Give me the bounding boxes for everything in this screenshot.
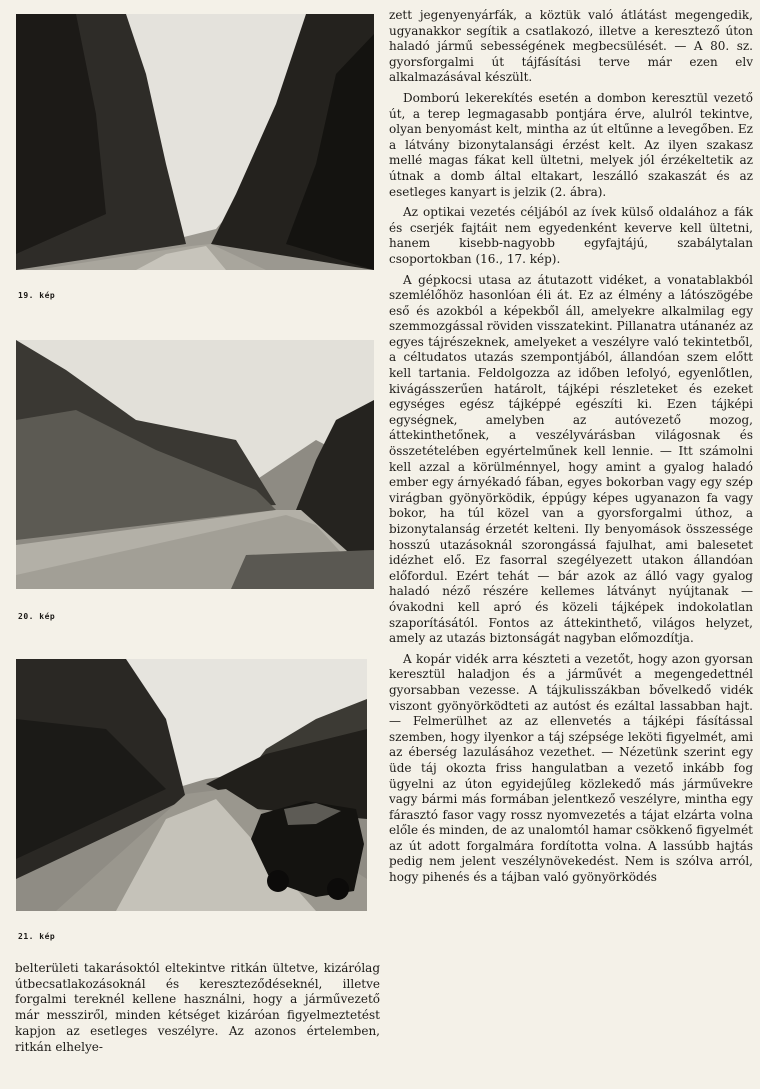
body-paragraph: Az optikai vezetés céljából az ívek külső oldalához a fák és cserjék fajtáit nem egyedenként keverve kell ültetni, hanem kisebb-nagyobb egyfajtájú, szabálytalan csoportokban (16., 17. kép). bbox=[389, 205, 753, 266]
road-photo-21 bbox=[16, 659, 367, 911]
left-column-paragraph: belterületi takarásoktól eltekintve ritkán ültetve, kizárólag útbecsatlakozásoknál és kereszteződéseknél, illetve forgalmi tereknél kellene használni, hogy a járművezető már messziről, minden kétséget kizáróan figyelmeztetést kapjon az esetleges veszélyre. Az azonos értelemben, ritkán elhelye- bbox=[15, 961, 380, 1054]
figure-caption-21: 21. kép bbox=[18, 932, 56, 941]
body-paragraph: zett jegenyenyárfák, a köztük való átlátást megengedik, ugyanakkor segítik a csatlakozó, illetve a keresztező úton haladó jármű sebességének megbecsülését. — A 80. sz. gyorsforgalmi út tájfásítási terve már ezen elv alkalmazásával készült. bbox=[389, 8, 753, 85]
body-paragraph: A kopár vidék arra készteti a vezetőt, hogy azon gyorsan keresztül haladjon és a járművét a megengedettnél gyorsabban vezesse. A tájkulisszákban bővelkedő vidék viszont gyönyörködteti az autóst és ezáltal lassabban hajt. — Felmerülhet az az ellenvetés a tájképi fásítással szemben, hogy ilyenkor a táj szépsége leköti figyelmét, ami az éberség lazulásához vezethet. — Nézetünk szerint egy üde táj okozta friss hangulatban a vezető inkább fog ügyelni az úton egyidejűleg közlekedő más járművekre vagy bármi más formában jelentkező veszélyre, mintha egy fárasztó fasor vagy rossz nyomvezetés a tájat elzárta volna előle és minden, de az unalomtól hamar csökkenő figyelmét az út adott forgalmára fordította volna. A lassúbb hajtás pedig nem jelent veszélynövekedést. Nem is szólva arról, hogy pihenés és a tájban való gyönyörködés bbox=[389, 651, 753, 885]
left-column-text bbox=[15, 961, 380, 1055]
road-photo-19 bbox=[16, 14, 374, 270]
road-photo-20 bbox=[16, 340, 374, 589]
right-column-text bbox=[389, 8, 753, 891]
figure-caption-20: 20. kép bbox=[18, 612, 56, 621]
body-paragraph: A gépkocsi utasa az átutazott vidéket, a vonatablakból szemlélőhöz hasonlóan éli át. Ez az élmény a látószögébe eső és azokból a képekből áll, amelyekre alkalmilag egy szemmozgással röviden visszatekint. Pillanatra utánanéz az egyes tájrészeknek, amelyeket a veszélyre való tekintetből, a céltudatos utazás szempontjából, állandóan szem előtt kell tartania. Feldolgozza az időben lefolyó, egyenlőtlen, kivágásszerűen határolt, tájképi részleteket és ezeket egységes egész tájképpé egészíti ki. Ezen tájképi egységnek, amelyben az autóvezető mozog, áttekinthetőnek, a veszélyvárásban világosnak és összetételében egyértelműnek kell lennie. — Itt számolni kell azzal a körülménnyel, hogy amint a gyalog haladó ember egy árnyékadó fában, egyes bokorban vagy egy szép virágban gyönyörködik, éppúgy képes ugyanazon fa vagy bokor, ha túl közel van a gyorsforgalmi úthoz, a bizonytalanság érzetét kelteni. Ily benyomások összessége hosszú utazásoknál szorongássá fajulhat, ami balesetet idézhet elő. Ez fasorral szegélyezett utakon állandóan előfordul. Ezért tehát — bár azok az álló vagy gyalog haladó néző részére kellemes látványt nyújtanak — óvakodni kell apró és közeli tájképek indokolatlan szaporításától. Fontos az áttekinthető, világos helyzet, amely az utazás biztonságát nagyban előmozdítja. bbox=[389, 272, 753, 646]
figure-caption-19: 19. kép bbox=[18, 291, 56, 300]
body-paragraph: Domború lekerekítés esetén a dombon keresztül vezető út, a terep legmagasabb pontjára érve, alulról tekintve, olyan benyomást kelt, mintha az út eltűnne a levegőben. Ez a látvány bizonytalansági érzést kelt. Az ilyen szakasz mellé magas fákat kell ültetni, melyek jól érzékeltetik az útnak a domb által eltakart, leszálló szakaszát és az esetleges kanyart is jelzik (2. ábra). bbox=[389, 90, 753, 199]
